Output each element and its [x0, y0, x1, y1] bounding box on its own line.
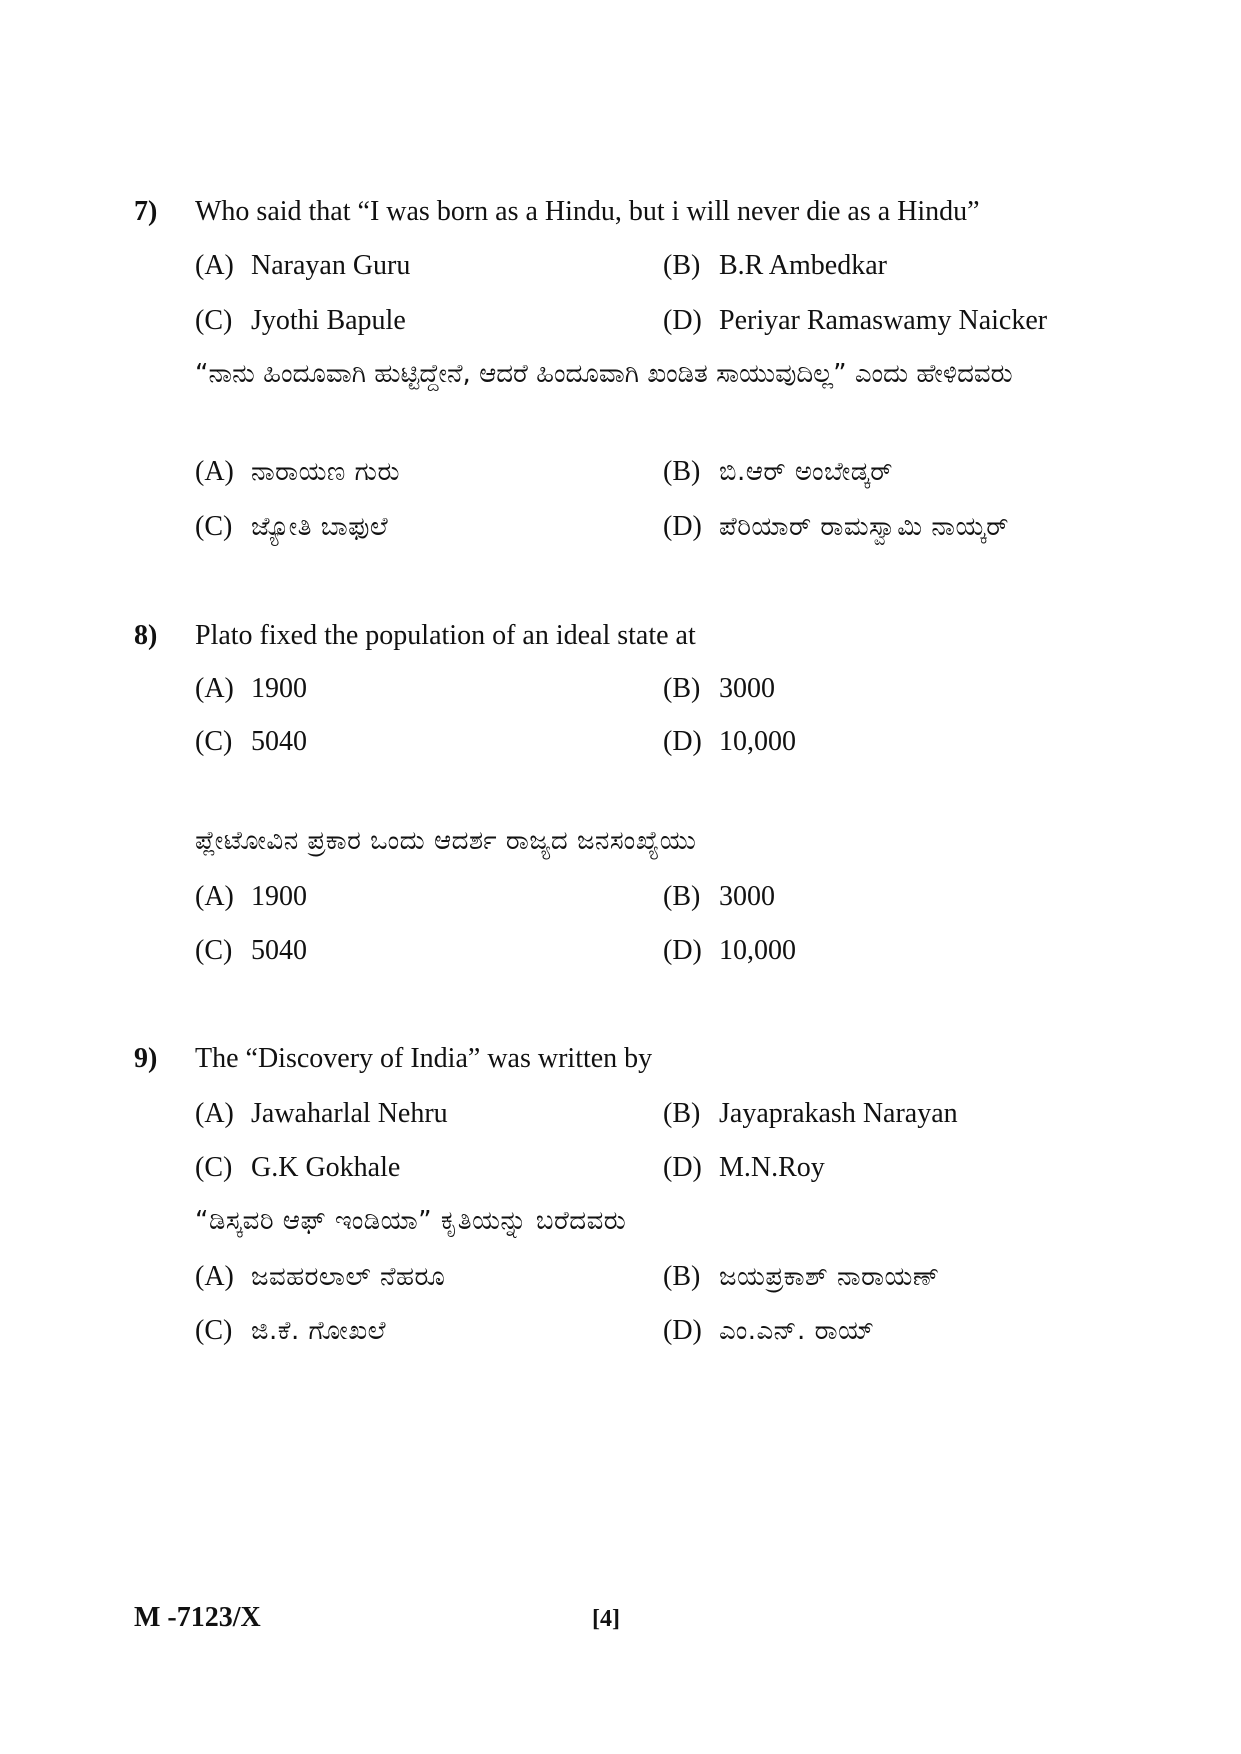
question-7-option-d-en: [663, 305, 1047, 337]
question-7-text-kn: “ನಾನು ಹಿಂದೂವಾಗಿ ಹುಟ್ಟಿದ್ದೇನೆ, ಆದರೆ ಹಿಂದೂವಾಗಿ ಖಂಡಿತ ಸಾಯುವುದಿಲ್ಲ” ಎಂದು ಹೇಳಿದವರು: [195, 359, 1013, 389]
option-label: (D): [663, 1152, 702, 1183]
question-9-option-d-en: [663, 1152, 825, 1184]
question-8-number: 8): [134, 620, 158, 651]
option-text: ಜ್ಯೋತಿ ಬಾಫುಲೆ: [251, 512, 389, 542]
option-label: (B): [663, 456, 701, 487]
question-8-text-en: Plato fixed the population of an ideal state at: [195, 620, 696, 651]
option-label: (C): [195, 1152, 233, 1183]
question-9-number: 9): [134, 1043, 158, 1074]
paper-code: M -7123/X: [134, 1602, 261, 1633]
option-label: (A): [195, 1261, 234, 1292]
question-9-option-b-kn: [663, 1261, 940, 1293]
option-text: Narayan Guru: [251, 250, 411, 281]
option-text: 1900: [251, 881, 307, 912]
option-text: Jawaharlal Nehru: [251, 1098, 448, 1129]
option-text: B.R Ambedkar: [719, 250, 887, 281]
option-label: (C): [195, 1315, 233, 1346]
option-text: ಬಿ.ಆರ್ ಅಂಬೇಡ್ಕರ್: [719, 457, 893, 487]
option-text: 10,000: [719, 935, 796, 966]
option-text: Jayaprakash Narayan: [719, 1098, 958, 1129]
option-label: (A): [195, 250, 234, 281]
option-text: ಜವಹರಲಾಲ್ ನೆಹರೂ: [251, 1262, 446, 1292]
option-text: 3000: [719, 673, 775, 704]
option-text: 5040: [251, 935, 307, 966]
question-7-option-b-en: [663, 250, 887, 282]
option-text: 3000: [719, 881, 775, 912]
question-7-option-a-en: [195, 250, 410, 282]
question-8-option-d-kn: [663, 935, 796, 967]
option-text: ಪೆರಿಯಾರ್ ರಾಮಸ್ವಾಮಿ ನಾಯ್ಕರ್: [719, 512, 1009, 542]
question-7-option-a-kn: [195, 456, 400, 488]
question-8-option-b-en: [663, 673, 775, 705]
question-7-option-c-en: [195, 305, 406, 337]
option-label: (A): [195, 1098, 234, 1129]
option-label: (A): [195, 881, 234, 912]
question-7-option-b-kn: [663, 456, 893, 488]
question-8-option-c-en: [195, 726, 307, 758]
question-8-text-kn: ಪ್ಲೇಟೋವಿನ ಪ್ರಕಾರ ಒಂದು ಆದರ್ಶ ರಾಜ್ಯದ ಜನಸಂಖ್ಯೆಯು: [195, 826, 697, 856]
question-9-option-c-kn: [195, 1315, 386, 1347]
question-7-text-en: Who said that “I was born as a Hindu, but i will never die as a Hindu”: [195, 196, 980, 227]
option-label: (D): [663, 511, 702, 542]
option-text: Periyar Ramaswamy Naicker: [719, 305, 1048, 336]
question-7-number: 7): [134, 196, 158, 227]
question-7-option-d-kn: [663, 511, 1009, 543]
question-8-option-b-kn: [663, 881, 775, 913]
option-label: (C): [195, 511, 233, 542]
option-label: (D): [663, 726, 702, 757]
option-text: ಜಯಪ್ರಕಾಶ್ ನಾರಾಯಣ್: [719, 1262, 940, 1292]
question-8-option-d-en: [663, 726, 796, 758]
question-8-option-c-kn: [195, 935, 307, 967]
question-9-option-d-kn: [663, 1315, 875, 1347]
option-text: Jyothi Bapule: [251, 305, 406, 336]
option-text: 10,000: [719, 726, 796, 757]
option-label: (C): [195, 305, 233, 336]
option-label: (B): [663, 250, 701, 281]
question-8-option-a-en: [195, 673, 307, 705]
question-9-option-a-kn: [195, 1261, 445, 1293]
option-label: (D): [663, 305, 702, 336]
question-9-text-en: The “Discovery of India” was written by: [195, 1043, 653, 1074]
question-9-option-c-en: [195, 1152, 400, 1184]
question-7-option-c-kn: [195, 511, 388, 543]
option-text: 1900: [251, 673, 307, 704]
option-label: (A): [195, 456, 234, 487]
option-label: (B): [663, 673, 701, 704]
option-text: ಎಂ.ಎನ್. ರಾಯ್: [719, 1316, 875, 1346]
question-8-option-a-kn: [195, 881, 307, 913]
option-label: (C): [195, 726, 233, 757]
option-label: (B): [663, 1261, 701, 1292]
page-number: [4]: [592, 1606, 620, 1632]
option-text: ಜಿ.ಕೆ. ಗೋಖಲೆ: [251, 1316, 387, 1346]
question-9-option-a-en: [195, 1098, 448, 1130]
question-9-option-b-en: [663, 1098, 958, 1130]
option-label: (B): [663, 881, 701, 912]
option-text: G.K Gokhale: [251, 1152, 401, 1183]
option-label: (A): [195, 673, 234, 704]
option-label: (D): [663, 1315, 702, 1346]
question-9-text-kn: “ಡಿಸ್ಕವರಿ ಆಫ್ ಇಂಡಿಯಾ” ಕೃತಿಯನ್ನು ಬರೆದವರು: [195, 1206, 627, 1236]
option-text: 5040: [251, 726, 307, 757]
option-label: (C): [195, 935, 233, 966]
option-text: ನಾರಾಯಣ ಗುರು: [251, 457, 400, 487]
option-label: (B): [663, 1098, 701, 1129]
option-label: (D): [663, 935, 702, 966]
option-text: M.N.Roy: [719, 1152, 825, 1183]
